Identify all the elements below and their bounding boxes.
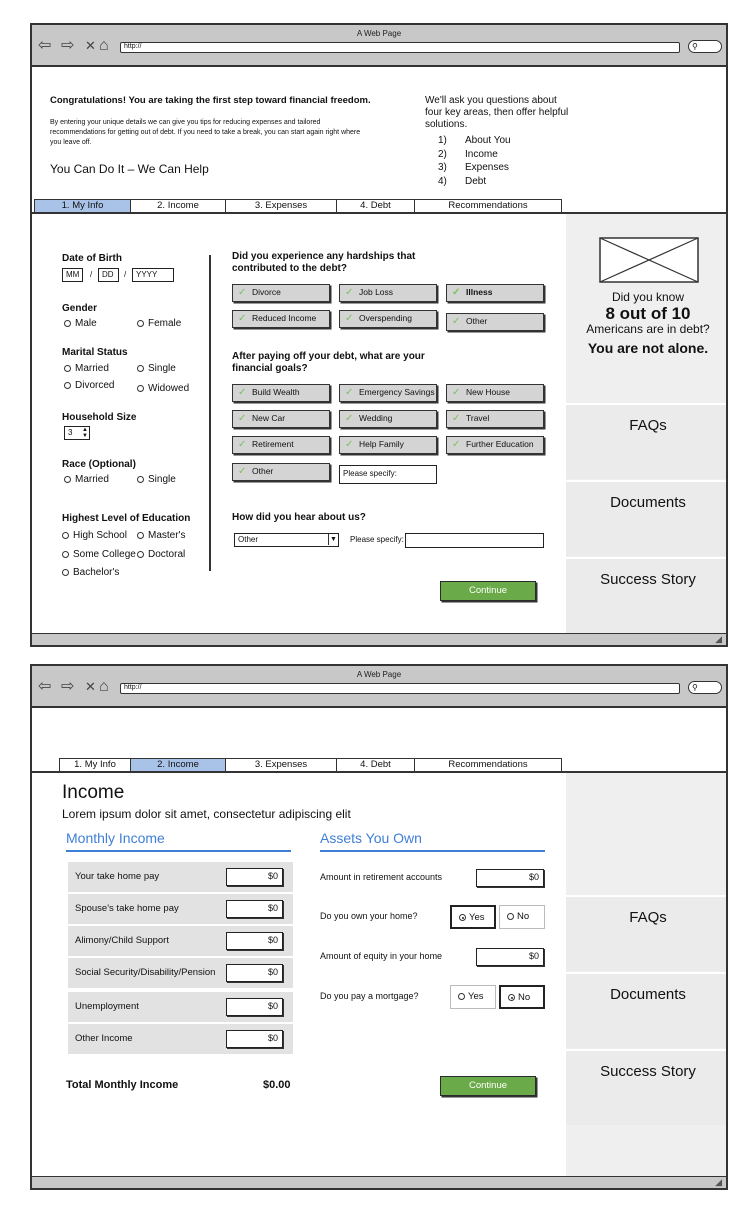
dob-label: Date of Birth [62,253,122,264]
goal-chip[interactable] [339,384,437,402]
success-story-link[interactable] [566,1049,728,1125]
household-label: Household Size [62,412,137,423]
income-row [68,992,293,1022]
check-icon: ✓ [345,287,354,298]
hardship-chip[interactable] [232,284,330,302]
check-icon: ✓ [238,287,247,298]
image-placeholder-icon [599,237,699,283]
radio-label: Female [148,318,182,329]
side-panel [566,214,728,637]
chip-label: New Car [252,413,286,423]
total-income-value: $0.00 [263,1079,291,1091]
documents-link[interactable] [566,480,728,556]
area-label: Debt [465,176,487,187]
window-title: A Web Page [356,29,402,38]
hear-source-select[interactable] [234,533,339,547]
faqs-label: FAQs [629,909,667,926]
goal-chip[interactable] [446,384,544,402]
gender-label: Gender [62,303,98,314]
check-icon: ✓ [238,387,247,398]
window-title: A Web Page [356,670,402,679]
continue-button[interactable]: Continue [440,581,536,601]
area-label: About You [465,135,511,146]
search-icon: ⚲ [692,683,698,692]
own-home-question: Do you own your home? [320,911,418,921]
tab-expenses[interactable]: 3. Expenses [225,199,336,213]
page-subtitle: Lorem ipsum dolor sit amet, consectetur adipiscing elit [62,807,351,821]
tab-income[interactable]: 2. Income [130,199,225,213]
success-story-link[interactable] [566,557,728,637]
own-home-yes-radio[interactable] [450,905,496,929]
check-icon: ✓ [238,439,247,450]
goal-chip[interactable] [232,384,330,402]
dob-year-input[interactable]: YYYY [132,268,174,282]
area-num: 3) [438,162,447,173]
success-story-label: Success Story [600,571,696,588]
status-bar [32,633,726,645]
check-icon: ✓ [238,466,247,477]
chip-label: Other [252,466,274,476]
radio-label: Master's [148,530,186,541]
intro-headline: Congratulations! You are taking the first step toward financial freedom. [50,95,371,106]
income-amount-input[interactable]: $0 [226,868,283,886]
tab-debt[interactable]: 4. Debt [336,199,414,213]
marital-label: Marital Status [62,347,128,358]
browser-window-my-info [30,23,728,647]
not-alone: You are not alone. [587,340,709,356]
goal-chip[interactable] [232,410,330,428]
goal-chip[interactable] [232,463,330,481]
marital-divorced-radio[interactable] [64,380,114,391]
chip-label: Illness [466,287,493,297]
chip-label: Reduced Income [252,313,317,323]
chip-label: Travel [466,413,490,423]
radio-label: No [517,911,530,922]
check-icon: ✓ [345,313,354,324]
radio-label: Single [148,363,176,374]
marital-single-radio[interactable] [137,363,176,374]
income-row-label: Spouse's take home pay [75,903,179,914]
did-you-know: Did you know [611,290,685,304]
education-label: Highest Level of Education [62,513,191,524]
browser-window-income [30,664,728,1190]
area-num: 1) [438,135,447,146]
step-tabs [34,199,562,213]
hear-specify-input[interactable] [405,533,544,548]
check-icon: ✓ [452,387,461,398]
goals-question: After paying off your debt, what are your financial goals? [232,351,425,374]
chip-label: Emergency Savings [359,387,435,397]
chip-label: Help Family [359,439,404,449]
monthly-income-heading: Monthly Income [66,830,165,846]
area-num: 4) [438,176,447,187]
heading-underline [320,850,545,852]
date-separator: / [90,270,93,279]
url-bar[interactable]: http:// [120,683,680,694]
close-x-icon[interactable]: ✕ [85,679,96,694]
income-amount-input[interactable]: $0 [226,1030,283,1048]
tab-recommendations[interactable]: Recommendations [414,758,562,772]
areas-intro: We'll ask you questions about four key areas, then offer helpful solutions. [425,95,569,130]
retirement-label: Amount in retirement accounts [320,872,443,882]
marital-married-radio[interactable] [64,363,109,374]
household-size-stepper[interactable] [64,426,90,440]
chip-label: New House [466,387,510,397]
chip-label: Wedding [359,413,393,423]
hardship-chip[interactable] [232,310,330,328]
mortgage-no-radio[interactable] [499,985,545,1009]
income-row [68,958,293,988]
income-row-label: Social Security/Disability/Pension [75,967,216,978]
household-size-value: 3 [68,428,73,437]
tab-recommendations[interactable]: Recommendations [414,199,562,213]
search-icon: ⚲ [692,42,698,51]
income-row [68,1024,293,1054]
browser-titlebar [32,666,726,708]
documents-link[interactable] [566,972,728,1048]
chip-label: Job Loss [359,287,394,297]
check-icon: ✓ [345,387,354,398]
radio-label: Divorced [75,380,115,391]
browser-search-box[interactable] [688,40,722,53]
gender-female-radio[interactable] [137,318,181,329]
browser-search-box[interactable] [688,681,722,694]
radio-label: High School [73,530,127,541]
tab-my-info[interactable]: 1. My Info [59,758,130,772]
income-amount-input[interactable]: $0 [226,998,283,1016]
own-home-no-radio[interactable] [499,905,545,929]
goal-chip[interactable] [339,410,437,428]
race-option-radio[interactable] [64,474,109,485]
chip-label: Divorce [252,287,281,297]
tab-expenses[interactable]: 3. Expenses [225,758,336,772]
check-icon: ✓ [238,313,247,324]
faqs-link[interactable] [566,403,728,479]
continue-button[interactable]: Continue [440,1076,536,1096]
hardship-chip[interactable] [446,284,544,302]
documents-label: Documents [610,494,686,511]
gender-male-radio[interactable] [64,318,97,329]
income-amount-input[interactable]: $0 [226,964,283,982]
debt-stat-sub: Americans are in debt? [586,322,710,336]
home-icon[interactable]: ⌂ [99,678,109,695]
income-row [68,894,293,924]
tab-debt[interactable]: 4. Debt [336,758,414,772]
education-high-school-radio[interactable] [62,530,127,541]
check-icon: ✓ [452,316,461,327]
dob-month-input[interactable]: MM [62,268,83,282]
forward-arrow-icon[interactable]: ⇨ [61,678,75,695]
radio-label: Widowed [148,383,190,394]
goal-chip[interactable] [339,436,437,454]
check-icon: ✓ [452,413,461,424]
chip-label: Overspending [359,313,412,323]
race-label: Race (Optional) [62,459,136,470]
education-masters-radio[interactable] [137,530,185,541]
equity-amount-input[interactable]: $0 [476,948,544,966]
income-row-label: Unemployment [75,1001,139,1012]
goal-specify-input[interactable]: Please specify: [339,465,437,484]
hear-question: How did you hear about us? [232,512,366,523]
back-arrow-icon[interactable]: ⇦ [38,37,52,54]
education-doctoral-radio[interactable] [137,549,185,560]
chip-label: Build Wealth [252,387,300,397]
check-icon: ✓ [345,413,354,424]
back-arrow-icon[interactable]: ⇦ [38,678,52,695]
radio-label: Some College [73,549,136,560]
status-bar [32,1176,726,1188]
radio-label: Bachelor's [73,567,120,578]
step-tabs [59,758,562,772]
check-icon: ✓ [452,287,461,298]
chip-label: Further Education [466,439,534,449]
tab-income[interactable]: 2. Income [130,758,225,772]
check-icon: ✓ [345,439,354,450]
education-bachelors-radio[interactable] [62,567,119,578]
page-title: Income [62,782,125,803]
total-income-label: Total Monthly Income [66,1079,179,1091]
radio-label: Yes [469,912,485,923]
hardship-question: Did you experience any hardships that contributed to the debt? [232,251,416,274]
radio-label: Married [75,363,109,374]
debt-stat: 8 out of 10 [605,304,691,323]
faqs-label: FAQs [629,417,667,434]
chip-label: Retirement [252,439,294,449]
mortgage-question: Do you pay a mortgage? [320,991,419,1001]
income-amount-input[interactable]: $0 [226,932,283,950]
chip-label: Other [466,316,488,326]
chevron-down-icon[interactable]: ▼ [328,534,338,545]
hardship-chip[interactable] [446,313,544,331]
retirement-amount-input[interactable]: $0 [476,869,544,887]
documents-label: Documents [610,986,686,1003]
mortgage-yes-radio[interactable] [450,985,496,1009]
resize-grip-icon[interactable]: ◢ [715,1177,722,1187]
radio-label: Single [148,474,176,485]
intro-tagline: You Can Do It – We Can Help [50,162,209,176]
marital-widowed-radio[interactable] [137,383,189,394]
area-num: 2) [438,149,447,160]
goal-chip[interactable] [446,436,544,454]
check-icon: ✓ [452,439,461,450]
radio-label: Doctoral [148,549,186,560]
income-row [68,926,293,956]
hardship-chip[interactable] [339,284,437,302]
resize-grip-icon[interactable]: ◢ [715,634,722,644]
education-some-college-radio[interactable] [62,549,136,560]
close-x-icon[interactable]: ✕ [85,38,96,53]
radio-label: Married [75,474,109,485]
intro-body: By entering your unique details we can give you tips for reducing expenses and tailored recommendations for getting out of debt. If you need to take a break, you can start again right where you leave off. [50,119,361,146]
heading-underline [66,850,291,852]
income-amount-input[interactable]: $0 [226,900,283,918]
success-story-label: Success Story [600,1063,696,1080]
hear-source-value: Other [238,535,259,544]
side-panel [566,773,728,1180]
forward-arrow-icon[interactable]: ⇨ [61,37,75,54]
area-label: Expenses [465,162,509,173]
income-row [68,862,293,892]
income-row-label: Other Income [75,1033,133,1044]
date-separator: / [124,270,127,279]
browser-titlebar [32,25,726,67]
assets-heading: Assets You Own [320,830,422,846]
radio-label: No [518,992,531,1003]
dob-day-input[interactable]: DD [98,268,119,282]
income-row-label: Alimony/Child Support [75,935,169,946]
race-option-radio[interactable] [137,474,176,485]
equity-label: Amount of equity in your home [320,951,443,961]
url-bar[interactable]: http:// [120,42,680,53]
home-icon[interactable]: ⌂ [99,37,109,54]
tab-my-info[interactable]: 1. My Info [34,199,130,213]
hardship-chip[interactable] [339,310,437,328]
radio-label: Yes [468,991,484,1002]
goal-chip[interactable] [446,410,544,428]
check-icon: ✓ [238,413,247,424]
column-divider [209,255,211,571]
income-row-label: Your take home pay [75,871,160,882]
faqs-link[interactable] [566,895,728,971]
goal-chip[interactable] [232,436,330,454]
stepper-arrows-icon[interactable]: ▲ ▼ [82,427,88,439]
hear-specify-label: Please specify: [350,535,404,544]
radio-label: Male [75,318,97,329]
area-label: Income [465,149,498,160]
